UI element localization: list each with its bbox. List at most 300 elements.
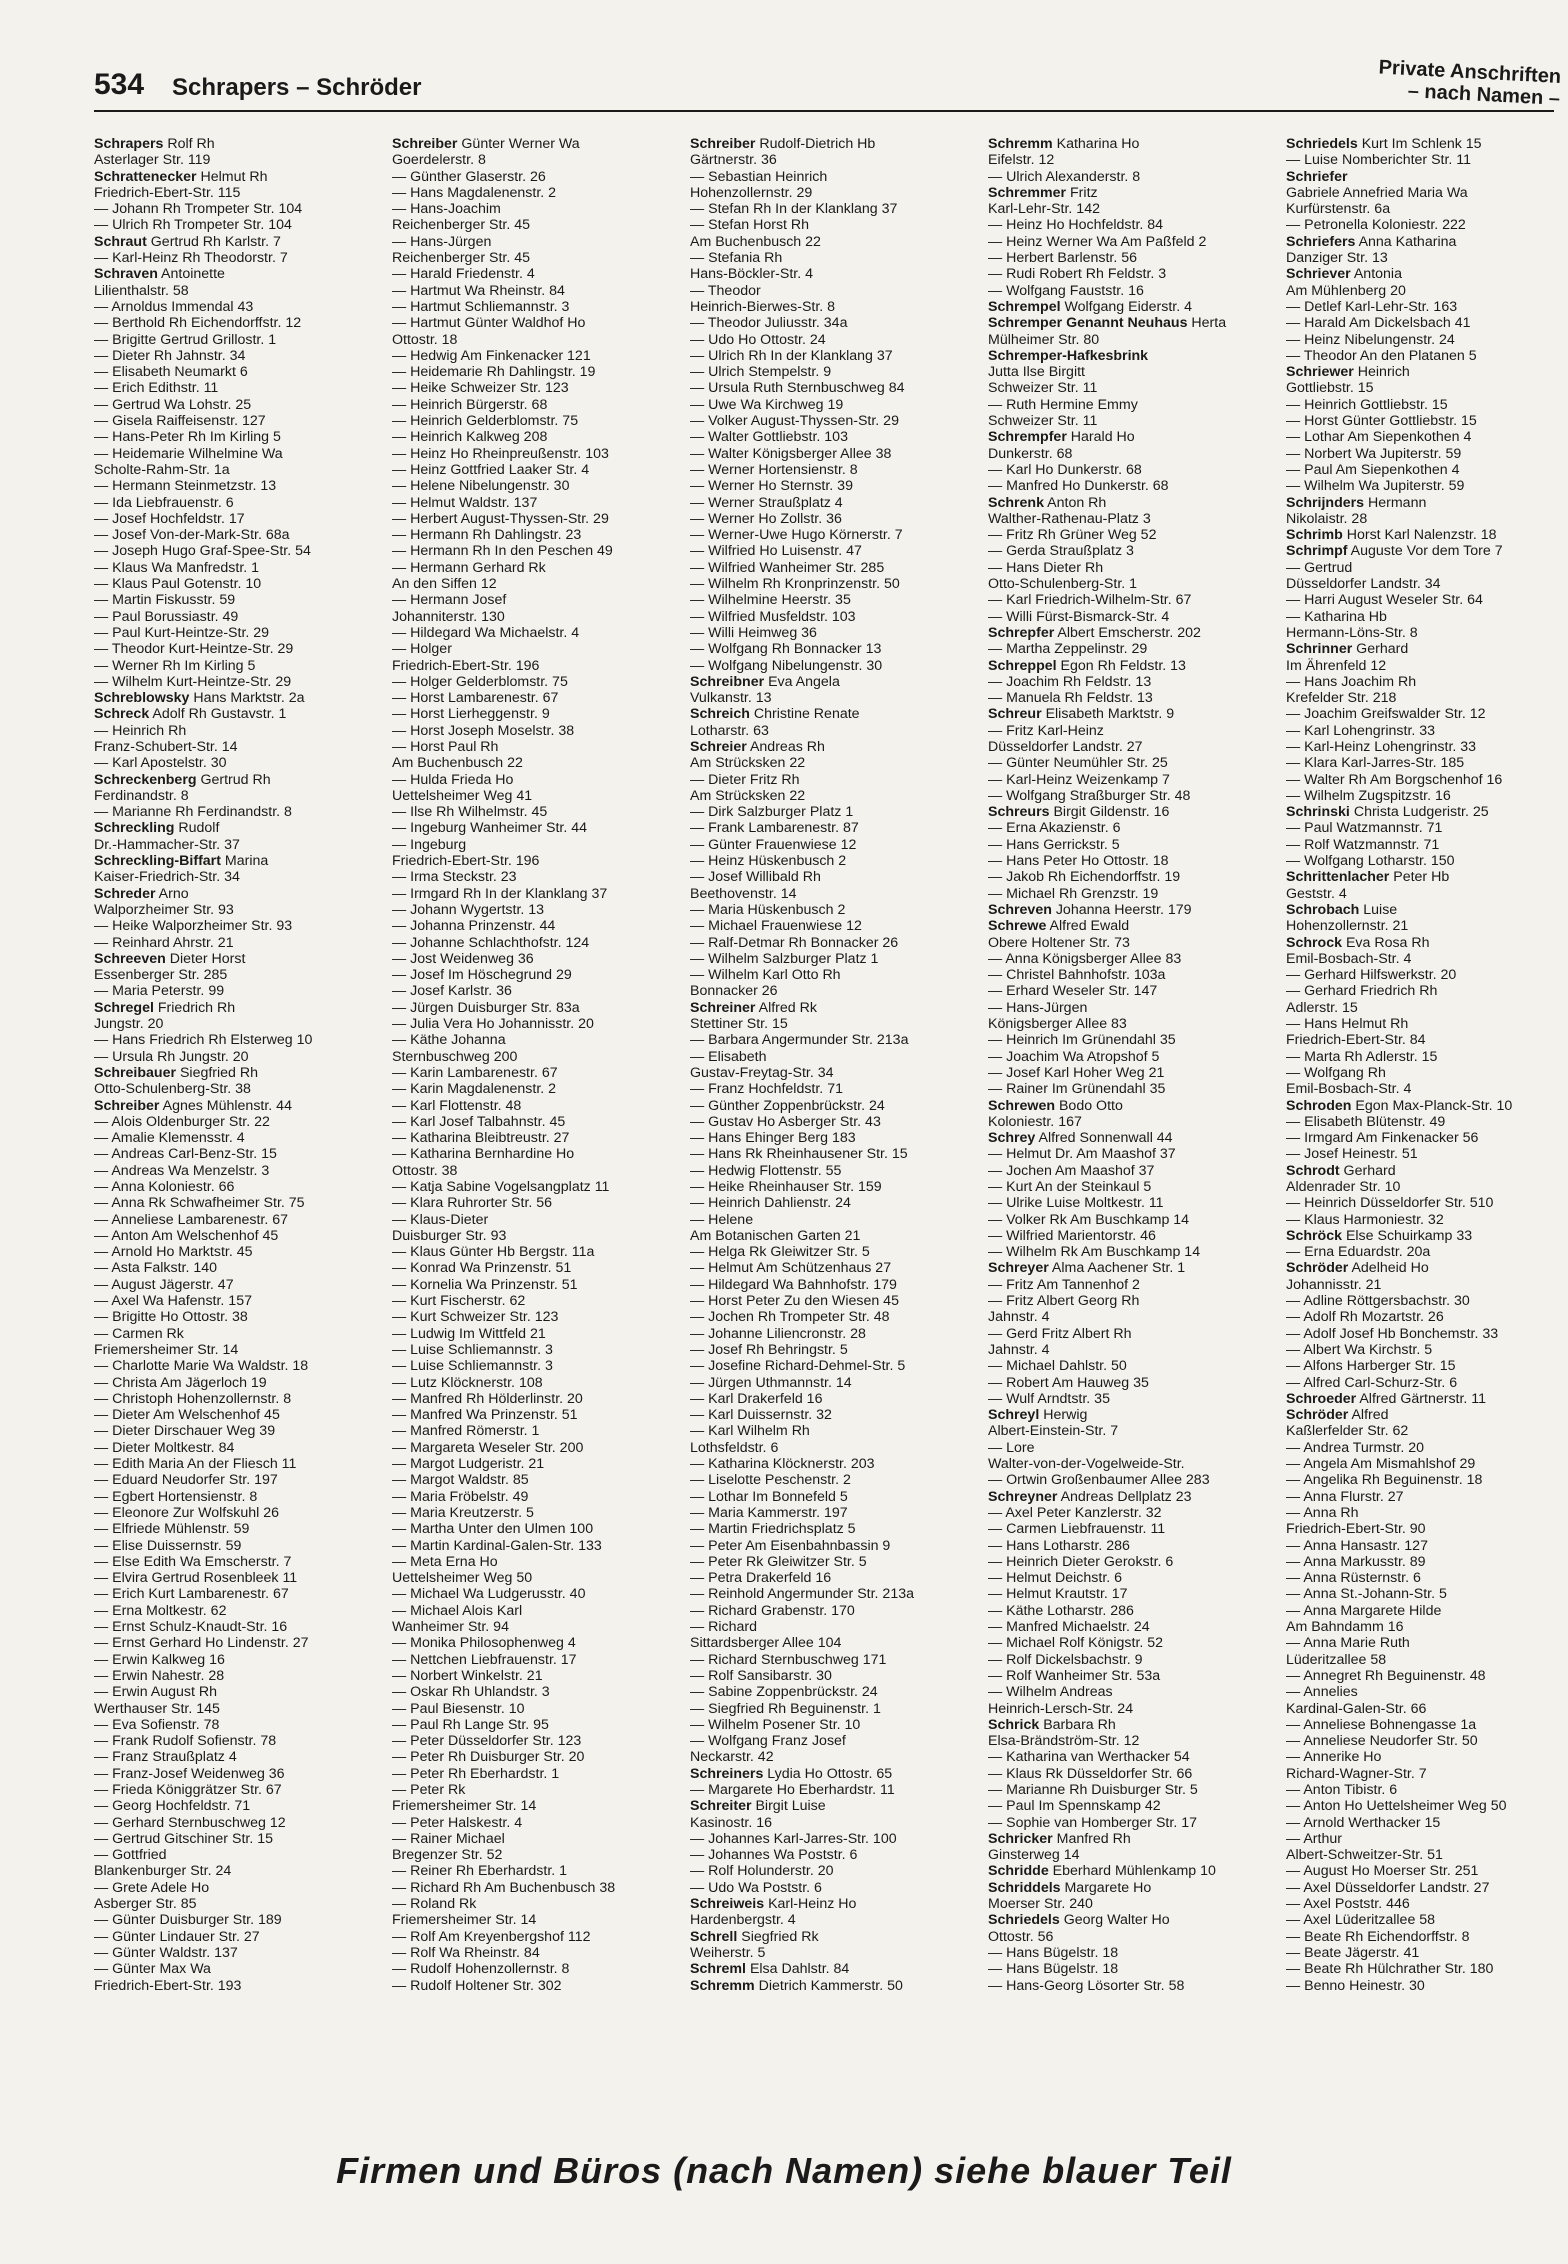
directory-entry: Gärtnerstr. 36: [690, 152, 777, 169]
directory-entry: — Christoph Hohenzollernstr. 8: [94, 1390, 292, 1407]
directory-entry: — Beate Rh Hülchrather Str. 180: [1286, 1961, 1494, 1978]
directory-entry: — Martin Friedrichsplatz 5: [690, 1521, 856, 1538]
directory-entry: — Jochen Rh Trompeter Str. 48: [690, 1309, 890, 1326]
entry-surname: Schreiber: [690, 136, 756, 152]
directory-column-3: [690, 136, 980, 1994]
directory-entry: Schreiners Lydia Ho Ottostr. 65: [690, 1765, 893, 1782]
directory-entry: — Axel Wa Hafenstr. 157: [94, 1293, 252, 1310]
entry-surname: Schreur: [988, 706, 1042, 723]
directory-entry: Kaßlerfelder Str. 62: [1286, 1423, 1409, 1440]
directory-entry: — Udo Wa Poststr. 6: [690, 1879, 822, 1896]
directory-entry: — Heike Rheinhauser Str. 159: [690, 1179, 882, 1195]
directory-entry: Goerdelerstr. 8: [392, 152, 486, 169]
entry-surname: Schrepfer: [988, 624, 1055, 641]
directory-entry: — Paul Biesenstr. 10: [392, 1700, 525, 1717]
directory-entry: — Josef Von-der-Mark-Str. 68a: [94, 527, 290, 544]
section-hint: [1377, 56, 1562, 109]
directory-entry: — Petra Drakerfeld 16: [690, 1570, 832, 1587]
directory-entry: — Carmen Liebfrauenstr. 11: [988, 1521, 1166, 1538]
directory-entry: — Erna Akazienstr. 6: [988, 820, 1121, 837]
entry-surname: Schrijnders: [1286, 494, 1365, 511]
directory-entry: Albert-Einstein-Str. 7: [988, 1423, 1119, 1440]
directory-column-2: [392, 136, 682, 1994]
directory-entry: — Günther Glaserstr. 26: [392, 168, 546, 185]
directory-entry: Im Ährenfeld 12: [1286, 657, 1387, 674]
entry-surname: Schrinner: [1286, 641, 1353, 658]
directory-entry: — Liselotte Peschenstr. 2: [690, 1472, 851, 1489]
directory-entry: Königsberger Allee 83: [988, 1016, 1127, 1033]
directory-entry: — Anton Tibistr. 6: [1286, 1781, 1398, 1798]
directory-entry: — Günter Duisburger Str. 189: [94, 1912, 282, 1929]
directory-column-1: [94, 136, 384, 1994]
directory-entry: — Monika Philosophenweg 4: [392, 1635, 576, 1652]
entry-surname: Schraut: [94, 233, 147, 250]
directory-entry: — Andrea Turmstr. 20: [1286, 1439, 1424, 1456]
directory-entry: — Lothar Am Siepenkothen 4: [1286, 429, 1472, 446]
directory-entry: Albert-Schweitzer-Str. 51: [1286, 1847, 1443, 1864]
directory-entry: Schraut Gertrud Rh Karlstr. 7: [94, 233, 281, 250]
directory-entry: — Peter Rk: [392, 1781, 466, 1798]
directory-entry: — Gisela Raiffeisenstr. 127: [94, 413, 266, 430]
directory-entry: Duisburger Str. 93: [392, 1227, 507, 1244]
directory-entry: — Hans Bügelstr. 18: [988, 1961, 1119, 1978]
directory-entry: — Werner Rh Im Kirling 5: [94, 657, 256, 674]
directory-entry: — Walter Königsberger Allee 38: [690, 445, 892, 462]
directory-entry: Schreurs Birgit Gildenstr. 16: [988, 804, 1170, 821]
entry-surname: Schreckling: [94, 820, 175, 837]
directory-entry: Jahnstr. 4: [988, 1341, 1050, 1358]
directory-entry: — Erwin Nahestr. 28: [94, 1667, 225, 1684]
entry-surname: Schreibner: [690, 673, 765, 690]
entry-surname: Schriedels: [988, 1912, 1060, 1929]
directory-entry: — Josef Karlstr. 36: [392, 983, 512, 1000]
directory-entry: — Hans-Joachim: [392, 201, 501, 218]
directory-entry: — Anna Rüsternstr. 6: [1286, 1570, 1421, 1587]
directory-entry: Walporzheimer Str. 93: [94, 901, 234, 918]
directory-entry: — Ilse Rh Wilhelmstr. 45: [392, 804, 548, 821]
directory-entry: — Josef Im Höschegrund 29: [392, 967, 572, 984]
directory-entry: — Heinz Gottfried Laaker Str. 4: [392, 461, 590, 478]
directory-entry: — Ulrich Stempelstr. 9: [690, 364, 832, 381]
directory-entry: — Reinhard Ahrstr. 21: [94, 934, 234, 951]
directory-entry: — Josef Rh Behringstr. 5: [690, 1341, 848, 1358]
directory-entry: — Hermann Rh Dahlingstr. 23: [392, 527, 582, 544]
directory-entry: — Horst Joseph Moselstr. 38: [392, 722, 575, 739]
section-hint-line-1: Private Anschriften: [1378, 56, 1562, 88]
directory-entry: — Jost Weidenweg 36: [392, 950, 534, 967]
directory-entry: — Hans Bügelstr. 18: [988, 1944, 1119, 1961]
directory-entry: Schriedels Georg Walter Ho: [988, 1912, 1170, 1929]
entry-surname: Schroden: [1286, 1097, 1352, 1114]
directory-entry: Schriefers Anna Katharina: [1286, 233, 1457, 250]
directory-entry: — Wolfgang Rh Bonnacker 13: [690, 641, 882, 658]
directory-entry: — Karl Ho Dunkerstr. 68: [988, 461, 1142, 478]
directory-entry: — Maria Kreutzerstr. 5: [392, 1504, 534, 1521]
directory-entry: Düsseldorfer Landstr. 34: [1286, 576, 1441, 593]
directory-entry: — Maria Kammerstr. 197: [690, 1504, 848, 1521]
directory-entry: — Helmut Krautstr. 17: [988, 1586, 1128, 1603]
directory-entry: — Ruth Hermine Emmy: [988, 396, 1138, 413]
directory-entry: — Alois Oldenburger Str. 22: [94, 1113, 270, 1130]
entry-surname: Schreich: [690, 706, 750, 723]
directory-entry: Friedrich-Ebert-Str. 84: [1286, 1032, 1426, 1049]
directory-entry: — Heidemarie Rh Dahlingstr. 19: [392, 364, 596, 381]
directory-entry: Friemersheimer Str. 14: [392, 1912, 537, 1929]
directory-entry: — Edith Maria An der Fliesch 11: [94, 1456, 297, 1473]
directory-entry: Lotharstr. 63: [690, 722, 769, 739]
directory-entry: — Arthur: [1286, 1830, 1342, 1847]
directory-entry: — Richard Sternbuschweg 171: [690, 1651, 887, 1668]
directory-entry: Krefelder Str. 218: [1286, 690, 1397, 707]
directory-entry: Schriddels Margarete Ho: [988, 1879, 1152, 1896]
directory-entry: — Robert Am Hauweg 35: [988, 1374, 1149, 1391]
directory-entry: Heinrich-Lersch-Str. 24: [988, 1700, 1134, 1717]
directory-column-5: [1286, 136, 1568, 1994]
directory-entry: — Heinrich Im Grünendahl 35: [988, 1032, 1176, 1049]
directory-entry: — Heinz Ho Hochfeldstr. 84: [988, 217, 1164, 234]
directory-entry: — Katharina Bleibtreustr. 27: [392, 1130, 570, 1147]
directory-entry: — Hermann Josef: [392, 592, 507, 609]
directory-entry: Sternbuschweg 200: [392, 1048, 518, 1065]
directory-entry: — Hildegard Wa Michaelstr. 4: [392, 624, 580, 641]
directory-entry: Ottostr. 56: [988, 1928, 1054, 1945]
directory-entry: Schremm Katharina Ho: [988, 136, 1140, 152]
directory-entry: Obere Holtener Str. 73: [988, 934, 1130, 951]
directory-entry: — Heinrich Dahlienstr. 24: [690, 1195, 851, 1212]
directory-entry: — Günter Waldstr. 137: [94, 1944, 238, 1961]
directory-entry: — Gustav Ho Asberger Str. 43: [690, 1113, 881, 1130]
directory-entry: — Oskar Rh Uhlandstr. 3: [392, 1684, 550, 1701]
directory-entry: — Holger Gelderblomstr. 75: [392, 673, 568, 690]
header-divider: [94, 110, 1554, 112]
directory-entry: — Margareta Weseler Str. 200: [392, 1439, 584, 1456]
entry-surname: Schriefer: [1286, 168, 1348, 185]
directory-entry: — Heidemarie Wilhelmine Wa: [94, 445, 283, 462]
directory-entry: — Manuela Rh Feldstr. 13: [988, 690, 1153, 707]
directory-entry: — Arnold Werthacker 15: [1286, 1814, 1441, 1831]
directory-entry: — Franz Straußplatz 4: [94, 1749, 237, 1766]
entry-surname: Schröder: [1286, 1260, 1349, 1277]
directory-entry: — Peter Rh Duisburger Str. 20: [392, 1749, 585, 1766]
directory-entry: — Frank Lambarenestr. 87: [690, 820, 859, 837]
directory-entry: — Rudolf Holtener Str. 302: [392, 1977, 562, 1994]
directory-entry: — Hans Joachim Rh: [1286, 673, 1417, 690]
directory-entry: — Hans-Georg Lösorter Str. 58: [988, 1977, 1185, 1994]
directory-entry: Schweizer Str. 11: [988, 380, 1098, 397]
directory-entry: Karl-Lehr-Str. 142: [988, 201, 1100, 218]
directory-entry: Kardinal-Galen-Str. 66: [1286, 1700, 1427, 1717]
directory-entry: — Petronella Koloniestr. 222: [1286, 217, 1466, 234]
directory-entry: Schrinski Christa Ludgeristr. 25: [1286, 804, 1489, 821]
directory-entry: — Josef Willibald Rh: [690, 869, 821, 886]
directory-entry: — Wilfried Wanheimer Str. 285: [690, 559, 885, 576]
directory-entry: — Richard: [690, 1619, 758, 1636]
entry-surname: Schrewe: [988, 918, 1047, 935]
directory-entry: Schrimpf Auguste Vor dem Tore 7: [1286, 543, 1503, 560]
directory-entry: — Margot Waldstr. 85: [392, 1472, 529, 1489]
directory-entry: — Erna Moltkestr. 62: [94, 1602, 227, 1619]
directory-entry: — Karl Flottenstr. 48: [392, 1097, 522, 1114]
directory-entry: — Luise Nomberichter Str. 11: [1286, 152, 1472, 169]
entry-surname: Schreibauer: [94, 1064, 177, 1081]
directory-entry: Am Buchenbusch 22: [690, 233, 821, 250]
directory-entry: — Franz Hochfeldstr. 71: [690, 1081, 843, 1098]
entry-surname: Schrewen: [988, 1097, 1056, 1114]
directory-entry: — Klaus Rk Düsseldorfer Str. 66: [988, 1765, 1193, 1782]
directory-entry: — Wilhelmine Heerstr. 35: [690, 592, 851, 609]
directory-entry: — Richard Grabenstr. 170: [690, 1602, 855, 1619]
directory-entry: — Günter Frauenwiese 12: [690, 836, 857, 853]
directory-entry: Kurfürstenstr. 6a: [1286, 201, 1391, 218]
directory-entry: — Helene: [690, 1211, 754, 1228]
directory-entry: Friedrich-Ebert-Str. 193: [94, 1977, 242, 1994]
directory-column-4: [988, 136, 1278, 1994]
directory-entry: — Herbert August-Thyssen-Str. 29: [392, 510, 609, 527]
directory-entry: — Lore: [988, 1439, 1035, 1456]
directory-entry: — Alfons Harberger Str. 15: [1286, 1358, 1456, 1375]
directory-entry: — Eva Sofienstr. 78: [94, 1716, 220, 1733]
directory-entry: — Holger: [392, 641, 452, 658]
directory-entry: Gottliebstr. 15: [1286, 380, 1374, 397]
directory-entry: Vulkanstr. 13: [690, 690, 772, 707]
directory-entry: — Klaus-Dieter: [392, 1211, 489, 1228]
entry-surname: Schremper-Hafkesbrink: [988, 347, 1149, 364]
directory-entry: Stettiner Str. 15: [690, 1016, 788, 1033]
entry-surname: Schrick: [988, 1716, 1040, 1733]
entry-surname: Schrattenecker: [94, 168, 197, 185]
directory-entry: — Helene Nibelungenstr. 30: [392, 478, 570, 495]
directory-entry: Emil-Bosbach-Str. 4: [1286, 1081, 1412, 1098]
directory-entry: — Franz-Josef Weidenweg 36: [94, 1765, 285, 1782]
directory-entry: — Horst Lambarenestr. 67: [392, 690, 559, 707]
directory-entry: — Theodor: [690, 282, 761, 299]
directory-entry: — Hermann Rh In den Peschen 49: [392, 543, 613, 560]
directory-entry: — Rolf Watzmannstr. 71: [1286, 836, 1440, 853]
directory-entry: — Jochen Am Maashof 37: [988, 1162, 1155, 1179]
entry-surname: Schregel: [94, 999, 154, 1016]
directory-entry: — Helmut Waldstr. 137: [392, 494, 538, 511]
directory-entry: Eifelstr. 12: [988, 152, 1055, 169]
directory-entry: — Amalie Klemensstr. 4: [94, 1130, 245, 1147]
directory-entry: Beethovenstr. 14: [690, 885, 797, 902]
directory-entry: — Rolf Sansibarstr. 30: [690, 1667, 832, 1684]
directory-entry: — Rudi Robert Rh Feldstr. 3: [988, 266, 1167, 283]
directory-entry: Schroden Egon Max-Planck-Str. 10: [1286, 1097, 1513, 1114]
directory-entry: — Rainer Im Grünendahl 35: [988, 1081, 1166, 1098]
directory-entry: — Hans Dieter Rh: [988, 559, 1104, 576]
directory-entry: — Rainer Michael: [392, 1830, 505, 1847]
directory-entry: — Anna Flurstr. 27: [1286, 1488, 1404, 1505]
directory-entry: Schreblowsky Hans Marktstr. 2a: [94, 690, 305, 707]
directory-entry: — Wilhelm Andreas: [988, 1684, 1113, 1701]
directory-entry: Schrimb Horst Karl Nalenzstr. 18: [1286, 527, 1497, 544]
directory-entry: — Michael Frauenwiese 12: [690, 918, 862, 935]
directory-entry: Schreyner Andreas Dellplatz 23: [988, 1488, 1192, 1505]
entry-surname: Schricker: [988, 1830, 1053, 1847]
directory-entry: Emil-Bosbach-Str. 4: [1286, 950, 1412, 967]
directory-entry: Schröder Alfred: [1286, 1407, 1389, 1424]
directory-entry: Schreiweis Karl-Heinz Ho: [690, 1896, 857, 1913]
directory-entry: — Anna Margarete Hilde: [1286, 1602, 1442, 1619]
directory-entry: Elsa-Brändström-Str. 12: [988, 1733, 1140, 1750]
entry-surname: Schroeder: [1286, 1390, 1357, 1407]
directory-entry: — Anneliese Neudorfer Str. 50: [1286, 1733, 1478, 1750]
entry-surname: Schreiter: [690, 1798, 752, 1815]
directory-entry: — Luise Schliemannstr. 3: [392, 1358, 553, 1375]
directory-entry: — Sabine Zoppenbrückstr. 24: [690, 1684, 878, 1701]
directory-entry: — Horst Günter Gottliebstr. 15: [1286, 413, 1477, 430]
directory-entry: Hermann-Löns-Str. 8: [1286, 624, 1418, 641]
directory-entry: — Volker August-Thyssen-Str. 29: [690, 413, 899, 430]
directory-entry: Schreml Elsa Dahlstr. 84: [690, 1961, 850, 1978]
directory-entry: — Heinrich Bürgerstr. 68: [392, 396, 548, 413]
directory-entry: — Luise Schliemannstr. 3: [392, 1341, 553, 1358]
directory-entry: — Klaus Harmoniestr. 32: [1286, 1211, 1444, 1228]
entry-surname: Schrenk: [988, 494, 1044, 511]
entry-surname: Schriddels: [988, 1879, 1061, 1896]
directory-entry: — Johanna Prinzenstr. 44: [392, 918, 556, 935]
directory-entry: — Martha Zeppelinstr. 29: [988, 641, 1148, 658]
directory-entry: — Katharina Hb: [1286, 608, 1387, 625]
directory-entry: — Wolfgang Nibelungenstr. 30: [690, 657, 883, 674]
directory-entry: Friemersheimer Str. 14: [94, 1341, 239, 1358]
directory-entry: — Helmut Deichstr. 6: [988, 1570, 1123, 1587]
directory-entry: — Erwin Kalkweg 16: [94, 1651, 225, 1668]
directory-entry: — Theodor Kurt-Heintze-Str. 29: [94, 641, 294, 658]
entry-surname: Schreyl: [988, 1407, 1040, 1424]
directory-entry: Schrepfer Albert Emscherstr. 202: [988, 624, 1201, 641]
directory-entry: — Michael Wa Ludgerusstr. 40: [392, 1586, 586, 1603]
directory-entry: — Katharina Bernhardine Ho: [392, 1146, 575, 1163]
entry-surname: Schreppel: [988, 657, 1057, 674]
directory-entry: — Jürgen Uthmannstr. 14: [690, 1374, 852, 1391]
directory-entry: — Wilhelm Kurt-Heintze-Str. 29: [94, 673, 292, 690]
directory-entry: Schreibauer Siegfried Rh: [94, 1064, 259, 1081]
directory-entry: — Rudolf Hohenzollernstr. 8: [392, 1961, 570, 1978]
directory-entry: — Paul Im Spennskamp 42: [988, 1798, 1161, 1815]
directory-entry: Schreven Johanna Heerstr. 179: [988, 901, 1192, 918]
directory-entry: — Irmgard Rh In der Klanklang 37: [392, 885, 608, 902]
directory-entry: — Marianne Rh Duisburger Str. 5: [988, 1781, 1198, 1798]
directory-entry: Schrinner Gerhard: [1286, 641, 1409, 658]
directory-entry: Düsseldorfer Landstr. 27: [988, 738, 1143, 755]
directory-entry: Schreckling-Biffart Marina: [94, 853, 269, 870]
directory-entry: — Peter Düsseldorfer Str. 123: [392, 1733, 582, 1750]
directory-entry: — Helga Rk Gleiwitzer Str. 5: [690, 1244, 870, 1261]
directory-entry: — Hans Helmut Rh: [1286, 1016, 1409, 1033]
directory-entry: — Klaus Günter Hb Bergstr. 11a: [392, 1244, 595, 1261]
directory-entry: — Anna Markusstr. 89: [1286, 1553, 1426, 1570]
entry-surname: Schreyner: [988, 1488, 1058, 1505]
entry-surname: Schriefers: [1286, 233, 1356, 250]
directory-entry: — Norbert Wa Jupiterstr. 59: [1286, 445, 1462, 462]
directory-entry: — Charlotte Marie Wa Waldstr. 18: [94, 1358, 309, 1375]
directory-entry: — Angela Am Mismahlshof 29: [1286, 1456, 1476, 1473]
directory-entry: — Eduard Neudorfer Str. 197: [94, 1472, 278, 1489]
directory-entry: — Reinhold Angermunder Str. 213a: [690, 1586, 914, 1603]
directory-entry: — Paul Am Siepenkothen 4: [1286, 461, 1460, 478]
directory-entry: Schrell Siegfried Rk: [690, 1928, 819, 1945]
directory-entry: — Wilhelm Zugspitzstr. 16: [1286, 787, 1451, 804]
directory-entry: — Anton Am Welschenhof 45: [94, 1227, 279, 1244]
directory-entry: — Ludwig Im Wittfeld 21: [392, 1325, 546, 1342]
directory-entry: Hohenzollernstr. 21: [1286, 918, 1409, 935]
directory-entry: Schridde Eberhard Mühlenkamp 10: [988, 1863, 1216, 1880]
directory-entry: Bonnacker 26: [690, 983, 778, 1000]
directory-entry: — Klaus Paul Gotenstr. 10: [94, 576, 262, 593]
directory-entry: — Wolfgang Rh: [1286, 1064, 1386, 1081]
directory-entry: — Manfred Ho Dunkerstr. 68: [988, 478, 1169, 495]
directory-entry: — Karin Lambarenestr. 67: [392, 1064, 558, 1081]
directory-entry: — Herbert Barlenstr. 56: [988, 250, 1138, 267]
directory-entry: Schrey Alfred Sonnenwall 44: [988, 1130, 1173, 1147]
directory-entry: — Berthold Rh Eichendorffstr. 12: [94, 315, 302, 332]
directory-entry: Schrattenecker Helmut Rh: [94, 168, 268, 185]
directory-entry: — Egbert Hortensienstr. 8: [94, 1488, 258, 1505]
directory-entry: Schrittenlacher Peter Hb: [1286, 869, 1450, 886]
directory-entry: Schreur Elisabeth Marktstr. 9: [988, 706, 1175, 723]
directory-entry: — Johanne Liliencronstr. 28: [690, 1325, 866, 1342]
directory-entry: Uettelsheimer Weg 50: [392, 1570, 533, 1587]
directory-entry: — Anneliese Bohnengasse 1a: [1286, 1716, 1477, 1733]
directory-entry: — Rolf Am Kreyenbergshof 112: [392, 1928, 591, 1945]
entry-surname: Schremper Genannt Neuhaus: [988, 315, 1188, 332]
directory-entry: — Heike Schweizer Str. 123: [392, 380, 569, 397]
directory-entry: — Theodor Juliusstr. 34a: [690, 315, 848, 332]
directory-entry: — Hans-Jürgen: [988, 999, 1088, 1016]
directory-entry: — Dieter Am Welschenhof 45: [94, 1407, 280, 1424]
directory-entry: — Marianne Rh Ferdinandstr. 8: [94, 804, 292, 821]
directory-entry: — Elfriede Mühlenstr. 59: [94, 1521, 250, 1538]
directory-entry: Gabriele Annefried Maria Wa: [1286, 184, 1468, 201]
directory-entry: — Gerda Straußplatz 3: [988, 543, 1134, 560]
directory-entry: — Werner Straußplatz 4: [690, 494, 843, 511]
directory-entry: Schremper Genannt Neuhaus Herta: [988, 315, 1227, 332]
directory-entry: Kasinostr. 16: [690, 1814, 773, 1831]
directory-entry: Ottostr. 18: [392, 331, 458, 348]
directory-entry: — Elisabeth Neumarkt 6: [94, 364, 248, 381]
directory-entry: — Erwin August Rh: [94, 1684, 218, 1701]
directory-entry: — Katharina van Werthacker 54: [988, 1749, 1190, 1766]
directory-entry: — Karl Duissernstr. 32: [690, 1407, 832, 1424]
directory-entry: — Michael Dahlstr. 50: [988, 1358, 1127, 1375]
directory-entry: Adlerstr. 15: [1286, 999, 1358, 1016]
entry-surname: Schreiner: [690, 999, 756, 1016]
directory-entry: — Wilhelm Rk Am Buschkamp 14: [988, 1244, 1201, 1261]
directory-entry: — Heinz Ho Rheinpreußenstr. 103: [392, 445, 609, 462]
directory-entry: An den Siffen 12: [392, 576, 497, 593]
directory-entry: — Lothar Im Bonnefeld 5: [690, 1488, 848, 1505]
directory-entry: Reichenberger Str. 45: [392, 217, 531, 234]
directory-entry: Friedrich-Ebert-Str. 115: [94, 184, 241, 201]
directory-entry: — Wilhelm Rh Kronprinzenstr. 50: [690, 576, 900, 593]
directory-entry: — Hans Gerrickstr. 5: [988, 836, 1120, 853]
directory-entry: Schregel Friedrich Rh: [94, 999, 236, 1016]
entry-surname: Schreeven: [94, 950, 166, 967]
directory-entry: — Manfred Rh Hölderlinstr. 20: [392, 1390, 583, 1407]
directory-entry: — Heinrich Rh: [94, 722, 187, 739]
directory-entry: — Rolf Dickelsbachstr. 9: [988, 1651, 1143, 1668]
directory-entry: — Irma Steckstr. 23: [392, 869, 517, 886]
directory-entry: — Annelies: [1286, 1684, 1358, 1701]
directory-entry: Schriedels Kurt Im Schlenk 15: [1286, 136, 1482, 152]
directory-entry: — Johannes Wa Poststr. 6: [690, 1847, 858, 1864]
directory-entry: Kaiser-Friedrich-Str. 34: [94, 869, 240, 886]
directory-entry: — August Jägerstr. 47: [94, 1276, 234, 1293]
directory-entry: — Martin Fiskusstr. 59: [94, 592, 236, 609]
directory-entry: — Paul Rh Lange Str. 95: [392, 1716, 549, 1733]
directory-entry: — Hildegard Wa Bahnhofstr. 179: [690, 1276, 897, 1293]
